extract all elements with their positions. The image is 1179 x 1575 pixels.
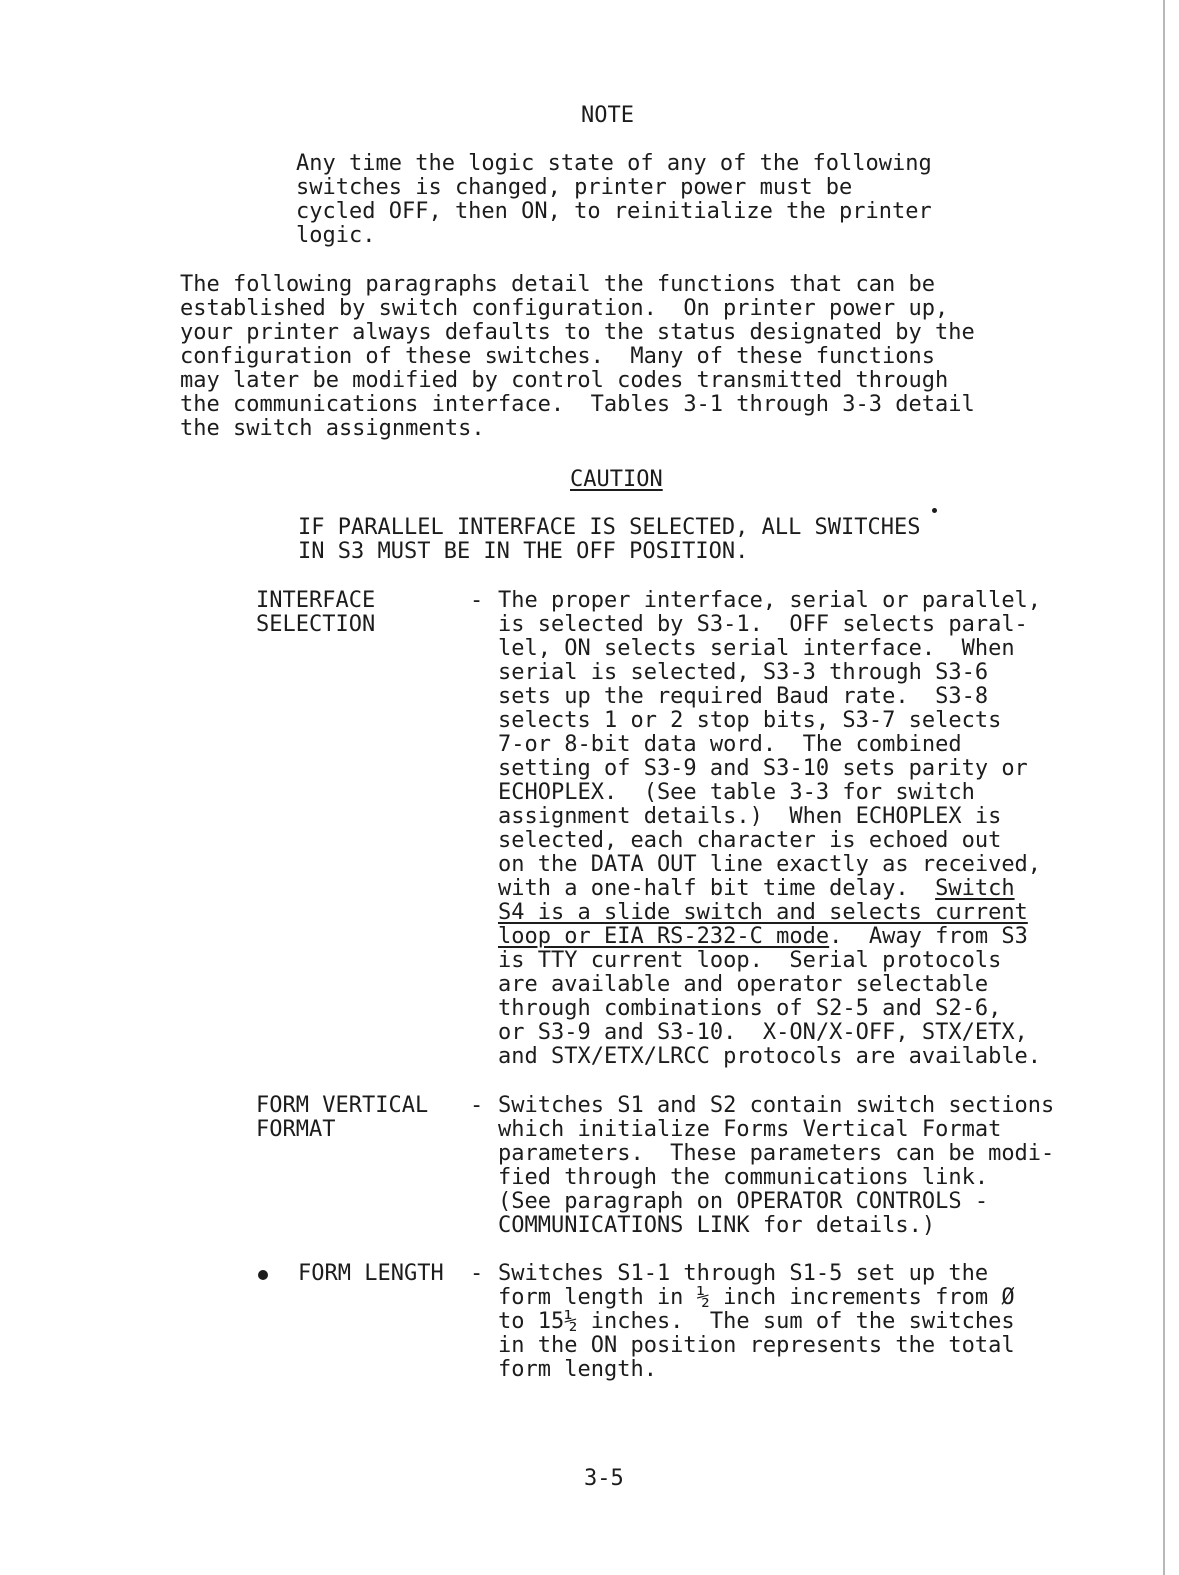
desc-line: form length in ½ inch increments from Ø xyxy=(498,1285,1015,1310)
caution-line: IN S3 MUST BE IN THE OFF POSITION. xyxy=(298,539,749,564)
desc-line: is selected by S3-1. OFF selects paral- xyxy=(498,612,1028,637)
note-line: switches is changed, printer power must be xyxy=(296,175,853,200)
intro-line: your printer always defaults to the status designated by the xyxy=(180,320,975,345)
term-dash: - xyxy=(470,588,484,613)
desc-line: Switches S1 and S2 contain switch sections xyxy=(498,1093,1055,1118)
caution-heading: CAUTION xyxy=(570,467,663,492)
desc-line xyxy=(498,901,1041,925)
desc-line: parameters. These parameters can be modi- xyxy=(498,1141,1055,1166)
caution-body xyxy=(298,516,921,564)
desc-line: which initialize Forms Vertical Format xyxy=(498,1117,1002,1142)
intro-line: the communications interface. Tables 3-1 through 3-3 detail xyxy=(180,392,975,417)
desc-line: 7-or 8-bit data word. The combined xyxy=(498,732,962,757)
desc-line: The proper interface, serial or parallel, xyxy=(498,588,1042,613)
desc-line: to 15½ inches. The sum of the switches xyxy=(498,1309,1015,1334)
note-body xyxy=(296,152,932,248)
desc-line: in the ON position represents the total xyxy=(498,1333,1015,1358)
desc-line: is TTY current loop. Serial protocols xyxy=(498,948,1002,973)
page-number: 3-5 xyxy=(584,1466,624,1491)
note-line: Any time the logic state of any of the following xyxy=(296,151,932,176)
note-line: cycled OFF, then ON, to reinitialize the printer xyxy=(296,199,932,224)
desc-text: with a one-half bit time delay. xyxy=(498,876,936,901)
intro-line: established by switch configuration. On printer power up, xyxy=(180,296,949,321)
caution-line: IF PARALLEL INTERFACE IS SELECTED, ALL SWITCHES xyxy=(298,515,921,540)
term-line: FORM VERTICAL xyxy=(256,1093,429,1118)
intro-line: may later be modified by control codes transmitted through xyxy=(180,368,949,393)
term-line: FORMAT xyxy=(256,1117,336,1142)
term-line: INTERFACE xyxy=(256,588,376,613)
intro-line: The following paragraphs detail the functions that can be xyxy=(180,272,935,297)
interface-selection-description xyxy=(498,589,1041,1069)
desc-line: selects 1 or 2 stop bits, S3-7 selects xyxy=(498,708,1002,733)
form-vertical-format-description xyxy=(498,1094,1054,1238)
desc-line: lel, ON selects serial interface. When xyxy=(498,636,1015,661)
interface-selection-term xyxy=(256,589,375,637)
form-length-term: FORM LENGTH xyxy=(298,1261,444,1286)
desc-line: ECHOPLEX. (See table 3-3 for switch xyxy=(498,780,975,805)
term-dash: - xyxy=(470,1261,484,1286)
term-dash: - xyxy=(470,1093,484,1118)
intro-paragraph xyxy=(180,273,975,441)
note-line: logic. xyxy=(296,223,376,248)
desc-line xyxy=(498,877,1041,901)
page-edge xyxy=(1163,0,1165,1575)
desc-line: and STX/ETX/LRCC protocols are available. xyxy=(498,1044,1042,1069)
desc-text: . Away from S3 xyxy=(829,924,1028,949)
intro-line: the switch assignments. xyxy=(180,416,485,441)
desc-line: on the DATA OUT line exactly as received, xyxy=(498,852,1042,877)
term-line: SELECTION xyxy=(256,612,376,637)
desc-line: form length. xyxy=(498,1357,657,1382)
underlined-text: Switch xyxy=(935,876,1015,901)
desc-line: sets up the required Baud rate. S3-8 xyxy=(498,684,989,709)
desc-line: fied through the communications link. xyxy=(498,1165,989,1190)
desc-line: (See paragraph on OPERATOR CONTROLS - xyxy=(498,1189,989,1214)
bullet-icon xyxy=(258,1270,268,1280)
underlined-text: loop or EIA RS-232-C mode xyxy=(498,924,830,949)
desc-line: or S3-9 and S3-10. X-ON/X-OFF, STX/ETX, xyxy=(498,1020,1028,1045)
mark-dot xyxy=(932,508,937,513)
desc-line: assignment details.) When ECHOPLEX is xyxy=(498,804,1002,829)
form-length-description xyxy=(498,1262,1015,1382)
desc-line: Switches S1-1 through S1-5 set up the xyxy=(498,1261,989,1286)
desc-line: serial is selected, S3-3 through S3-6 xyxy=(498,660,989,685)
desc-line: through combinations of S2-5 and S2-6, xyxy=(498,996,1002,1021)
intro-line: configuration of these switches. Many of these functions xyxy=(180,344,935,369)
desc-line: selected, each character is echoed out xyxy=(498,828,1002,853)
desc-line: setting of S3-9 and S3-10 sets parity or xyxy=(498,756,1028,781)
note-heading: NOTE xyxy=(581,103,634,128)
desc-line: are available and operator selectable xyxy=(498,972,989,997)
desc-line: COMMUNICATIONS LINK for details.) xyxy=(498,1213,936,1238)
form-vertical-format-term xyxy=(256,1094,428,1142)
underlined-text: S4 is a slide switch and selects current xyxy=(498,900,1028,925)
desc-line xyxy=(498,925,1041,949)
